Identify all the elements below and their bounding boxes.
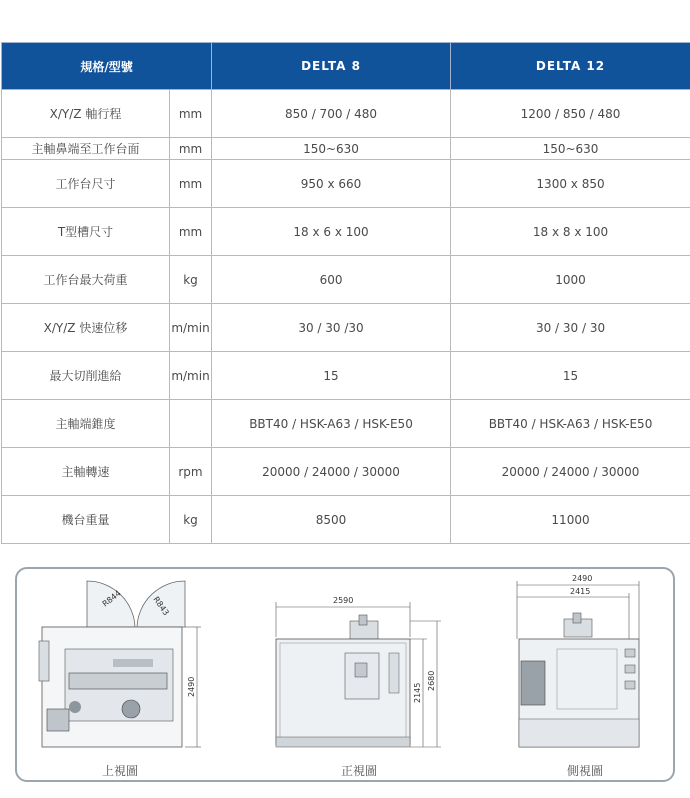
top-view-dim-r844: R844 xyxy=(100,588,123,609)
spec-unit: rpm xyxy=(170,448,212,496)
spec-name: X/Y/Z 快速位移 xyxy=(2,304,170,352)
spec-table xyxy=(1,42,690,544)
spec-unit: mm xyxy=(170,160,212,208)
front-view-dim-2145: 2145 xyxy=(413,682,422,703)
side-view-drawing xyxy=(517,574,639,747)
spec-unit: m/min xyxy=(170,352,212,400)
spec-value-b: 150~630 xyxy=(451,138,690,160)
spec-value-a: 15 xyxy=(212,352,451,400)
spec-value-b: 11000 xyxy=(451,496,690,544)
spec-name: 工作台尺寸 xyxy=(2,160,170,208)
front-view-caption: 正視圖 xyxy=(341,764,378,778)
spec-unit: kg xyxy=(170,496,212,544)
spec-unit: mm xyxy=(170,138,212,160)
spec-label-header: 規格/型號 xyxy=(2,43,212,90)
spec-name: X/Y/Z 軸行程 xyxy=(2,90,170,138)
side-view-caption: 側視圖 xyxy=(567,764,604,778)
spec-header-row xyxy=(2,43,690,90)
side-view-dim-2415: 2415 xyxy=(570,587,591,596)
spec-name: 機台重量 xyxy=(2,496,170,544)
table-row xyxy=(2,496,690,544)
spec-name: 工作台最大荷重 xyxy=(2,256,170,304)
model-b-header: DELTA 12 xyxy=(451,43,690,90)
spec-value-b: 15 xyxy=(451,352,690,400)
front-view-drawing xyxy=(276,596,441,747)
spec-name: 主軸端錐度 xyxy=(2,400,170,448)
table-row xyxy=(2,90,690,138)
table-row xyxy=(2,400,690,448)
spec-value-a: 850 / 700 / 480 xyxy=(212,90,451,138)
table-row xyxy=(2,208,690,256)
spec-value-a: 18 x 6 x 100 xyxy=(212,208,451,256)
top-view-dim-r843: R843 xyxy=(151,594,171,618)
table-row xyxy=(2,352,690,400)
table-row xyxy=(2,160,690,208)
table-row xyxy=(2,256,690,304)
front-view-dim-2680: 2680 xyxy=(427,670,436,691)
drawings-panel xyxy=(15,567,675,782)
spec-value-a: 30 / 30 /30 xyxy=(212,304,451,352)
spec-value-b: 20000 / 24000 / 30000 xyxy=(451,448,690,496)
spec-unit: mm xyxy=(170,90,212,138)
spec-name: 主軸鼻端至工作台面 xyxy=(2,138,170,160)
table-row xyxy=(2,304,690,352)
spec-name: 主軸轉速 xyxy=(2,448,170,496)
spec-unit: mm xyxy=(170,208,212,256)
spec-value-b: 1000 xyxy=(451,256,690,304)
top-view-drawing xyxy=(39,581,201,747)
side-view-dim-2490: 2490 xyxy=(572,574,593,583)
spec-value-b: BBT40 / HSK-A63 / HSK-E50 xyxy=(451,400,690,448)
table-row xyxy=(2,448,690,496)
spec-value-b: 1300 x 850 xyxy=(451,160,690,208)
spec-value-b: 30 / 30 / 30 xyxy=(451,304,690,352)
spec-unit: m/min xyxy=(170,304,212,352)
spec-unit xyxy=(170,400,212,448)
spec-value-a: 950 x 660 xyxy=(212,160,451,208)
spec-value-a: 20000 / 24000 / 30000 xyxy=(212,448,451,496)
table-row xyxy=(2,138,690,160)
top-view-caption: 上視圖 xyxy=(102,764,139,778)
model-a-header: DELTA 8 xyxy=(212,43,451,90)
spec-value-b: 1200 / 850 / 480 xyxy=(451,90,690,138)
top-view-dim-2490: 2490 xyxy=(187,676,196,697)
spec-name: T型槽尺寸 xyxy=(2,208,170,256)
machine-drawings xyxy=(17,569,673,780)
spec-name: 最大切削進給 xyxy=(2,352,170,400)
spec-value-a: 600 xyxy=(212,256,451,304)
spec-unit: kg xyxy=(170,256,212,304)
spec-value-b: 18 x 8 x 100 xyxy=(451,208,690,256)
spec-value-a: BBT40 / HSK-A63 / HSK-E50 xyxy=(212,400,451,448)
spec-value-a: 150~630 xyxy=(212,138,451,160)
front-view-dim-2590: 2590 xyxy=(333,596,354,605)
spec-value-a: 8500 xyxy=(212,496,451,544)
